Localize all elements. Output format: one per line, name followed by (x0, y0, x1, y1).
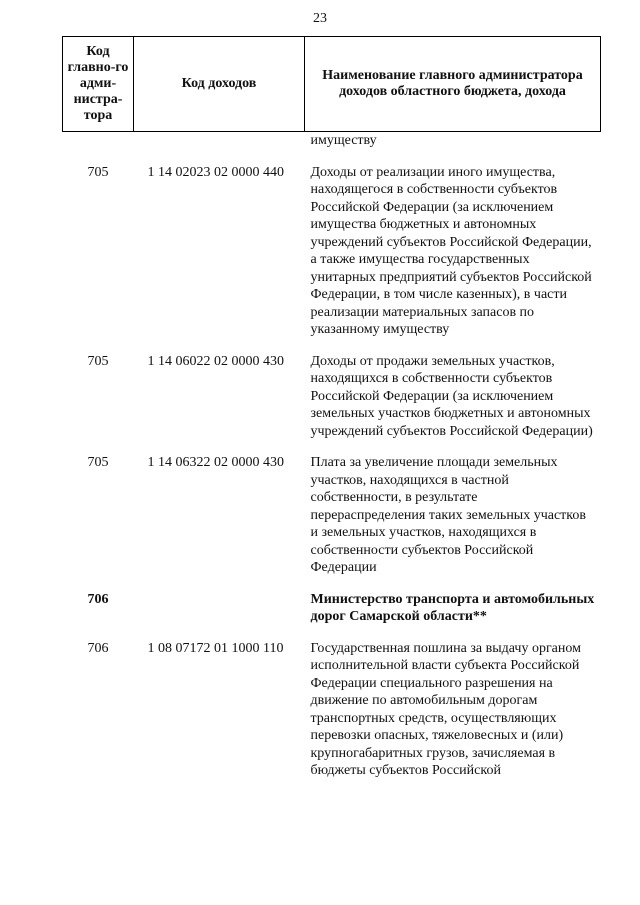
table-row (63, 640, 601, 780)
income-code-cell: 1 14 06322 02 0000 430 (147, 455, 284, 470)
page-number: 23 (313, 11, 327, 26)
admin-code-cell: 705 (87, 164, 109, 180)
table-row-continuation (63, 132, 601, 150)
header-income-code: Код доходов (134, 37, 305, 132)
income-name-cell: Плата за увеличение площади земельных участков, находящихся в частной собственности, в результате перераспределения таких земельных участков и земельных участков, находящихся в собственности субъектов Российской Федерации (310, 455, 587, 575)
admin-code-cell: 705 (87, 353, 109, 369)
table-row-administrator (63, 591, 601, 626)
admin-code-cell: 706 (87, 591, 109, 607)
income-code-cell: 1 14 06022 02 0000 430 (147, 353, 284, 369)
income-name-cell: Доходы от продажи земельных участков, находящихся в собственности субъектов Российской Федерации (за исключением земельных участков бюджетных и автономных учреждений субъектов Российской Федерации) (310, 353, 593, 439)
administrator-name-cell: Министерство транспорта и автомобильных дорог Самарской области** (310, 591, 595, 624)
admin-code-cell: 706 (87, 640, 109, 656)
revenue-table (62, 36, 601, 780)
table-row (63, 353, 601, 441)
table-row (63, 454, 601, 577)
table-header (63, 37, 601, 132)
income-code-cell: 1 14 02023 02 0000 440 (147, 164, 284, 180)
income-name-cell: Государственная пошлина за выдачу органом исполнительной власти субъекта Российской Федерации специального разрешения на движение по автомобильным дорогам транспортных средств, осуществляющих перевозки опасных, тяжеловесных и (или) крупногабаритных грузов, зачисляемая в бюджеты субъектов Российской (310, 640, 581, 778)
income-code-cell (134, 591, 305, 626)
income-name-cell: Доходы от реализации иного имущества, находящегося в собственности субъектов Российской Федерации (за исключением имущества бюджетных и автономных учреждений субъектов Российской Федерации, а также имущества государственных унитарных предприятий субъектов Российской Федерации, в том числе казенных), в части реализации материальных запасов по указанному имуществу (310, 164, 592, 337)
header-name: Наименование главного администратора доходов областного бюджета, дохода (305, 37, 601, 132)
admin-code-cell: 705 (87, 455, 109, 470)
header-admin-code: Код главно-го адми-нистра-тора (63, 37, 134, 132)
income-code-cell: 1 08 07172 01 1000 110 (147, 640, 284, 656)
continuation-text: имуществу (310, 133, 377, 148)
table-row (63, 164, 601, 339)
